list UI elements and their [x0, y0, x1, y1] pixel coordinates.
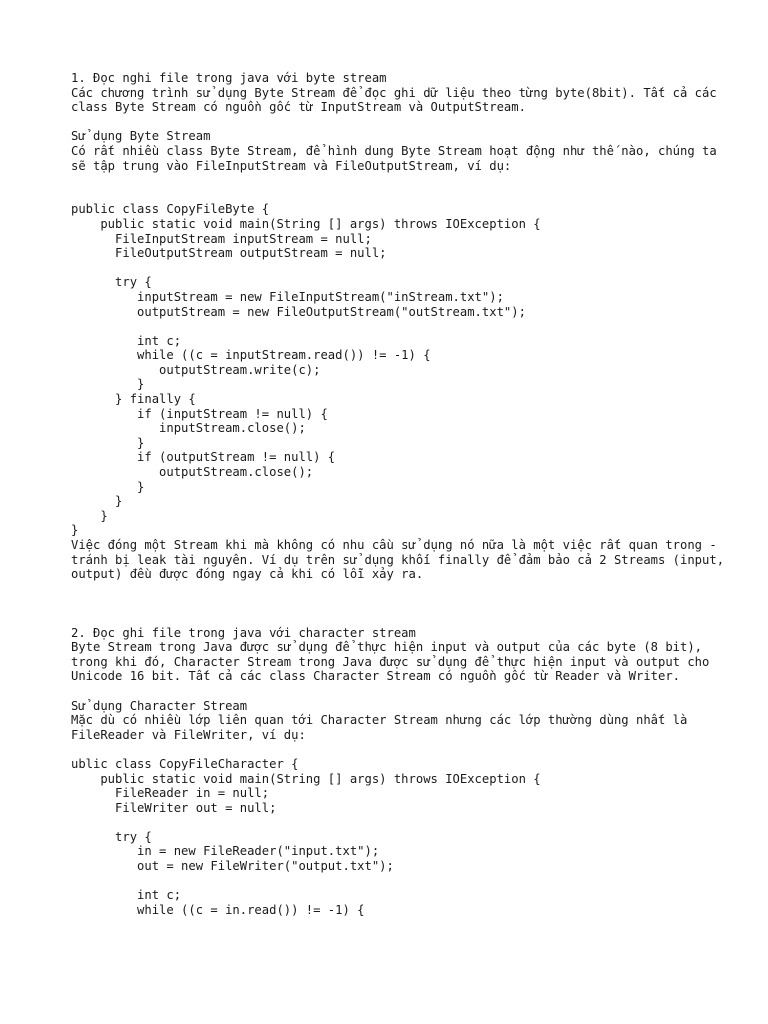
section-character-stream	[71, 626, 731, 918]
code-block: ublic class CopyFileCharacter { public static void main(String [] args) throws IOException { FileReader in = null; FileWriter out = null; try { in = new FileReader("input.txt"); out = new FileWriter("output.txt"); int c; while ((c = in.read()) != -1) {	[71, 756, 541, 917]
document-page	[71, 71, 731, 917]
spacer	[71, 684, 731, 699]
spacer	[71, 582, 731, 626]
spacer	[71, 742, 731, 757]
section-description: Mặc dù có nhiều lớp liên quan tới Character Stream nhưng các lớp thường dùng nhất là FileReader và FileWriter, ví dụ:	[71, 713, 695, 742]
section-intro: Byte Stream trong Java được sử dụng để thực hiện input và output của các byte (8 bit), trong khi đó, Character Stream trong Java được sử dụng để thực hiện input và output cho Unicode 16 bit. Tất cả các class Character Stream có nguồn gốc từ Reader và Writer.	[71, 640, 717, 684]
section-intro: Các chương trình sử dụng Byte Stream để đọc ghi dữ liệu theo từng byte(8bit). Tất cả các class Byte Stream có nguồn gốc từ InputStream và OutputStream.	[71, 85, 725, 115]
section-note: Việc đóng một Stream khi mà không có nhu cầu sử dụng nó nữa là một việc rất quan trong - tránh bị leak tài nguyên. Ví dụ trên sử dụng khối finally để đảm bảo cả 2 Streams (input, output) đều được đóng ngay cả khi có lỗi xảy ra.	[71, 538, 732, 582]
section-title: 2. Đọc ghi file trong java với character stream	[71, 625, 416, 640]
code-block: public class CopyFileByte { public static void main(String [] args) throws IOException { FileInputStream inputStream = null; FileOutputStream outputStream = null; try { inputStream = new FileInputStream("inStream.txt"); outputStream = new FileOutputStream("outStream.txt"); int c; while ((c = inputStream.read()) != -1) { outputStream.write(c); } } finally { if (inputStream != null) { inputStream.close(); } if (outputStream != null) { outputStream.close(); } } } }	[71, 202, 541, 538]
subheading: Sử dụng Character Stream	[71, 698, 248, 713]
spacer	[71, 173, 731, 202]
subheading: Sử dụng Byte Stream	[71, 129, 211, 144]
section-title: 1. Đọc nghi file trong java với byte stream	[71, 71, 387, 85]
spacer	[71, 115, 731, 130]
section-description: Có rất nhiều class Byte Stream, để hình dung Byte Stream hoạt động như thế nào, chúng ta sẽ tập trung vào FileInputStream và FileOutputStream, ví dụ:	[71, 143, 725, 173]
section-byte-stream	[71, 71, 731, 582]
